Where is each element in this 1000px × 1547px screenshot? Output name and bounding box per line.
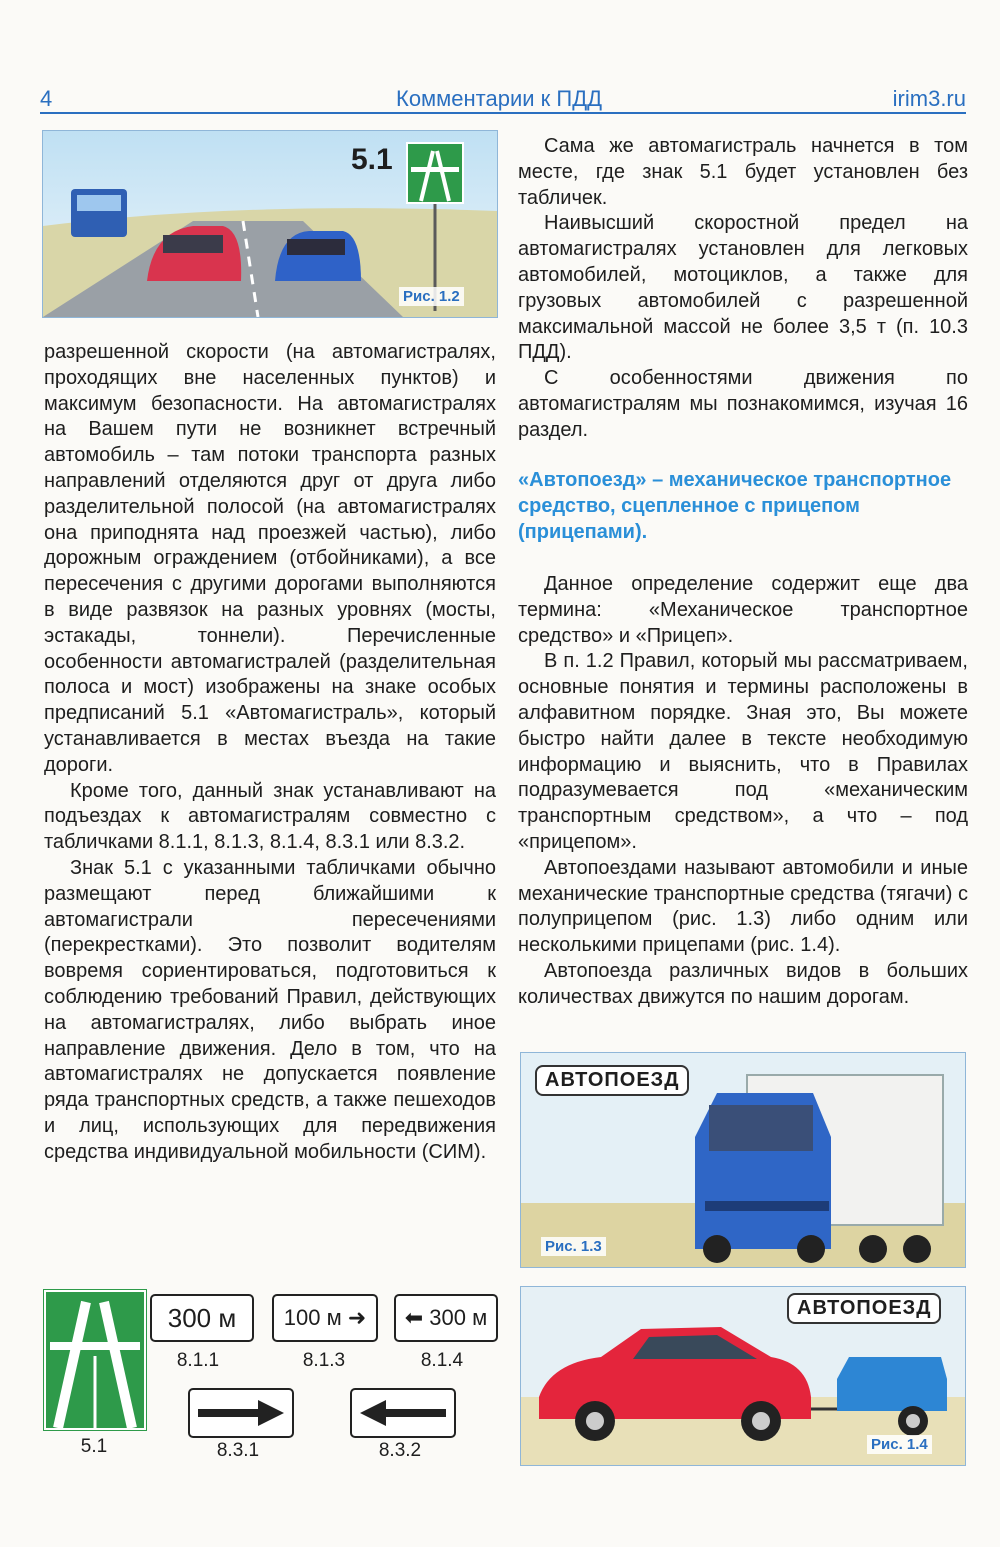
definition-text: «Автопоезд» – механическое транспортное средство, сцепленное с прицепом (прицепами). (518, 469, 952, 543)
sign-label-8-1-4: 8.1.4 (420, 1350, 464, 1371)
sign-label-8-1-1: 8.1.1 (176, 1350, 220, 1371)
site-link[interactable]: irim3.ru (892, 86, 966, 111)
arrow-left-icon (358, 1398, 448, 1428)
figure-caption: Рис. 1.4 (867, 1435, 932, 1454)
plate-8-1-4: ⬅ 300 м (394, 1294, 498, 1342)
paragraph: Данное определение содержит еще два термина: «Механическое транспортное средство» и «Прицеп». (518, 573, 968, 647)
running-title: Комментарии к ПДД (396, 86, 603, 111)
header-rule (40, 112, 966, 114)
right-column-top (518, 134, 968, 444)
left-column (44, 340, 496, 1166)
figure-caption: Рис. 1.3 (541, 1237, 606, 1256)
figure-caption: Рис. 1.2 (399, 287, 464, 306)
figure-1-3 (520, 1052, 966, 1268)
paragraph: Сама же автомагистраль начнется в том месте, где знак 5.1 будет установлен без табличек. (518, 135, 968, 209)
plate-8-3-1 (188, 1388, 294, 1438)
right-column-bottom (518, 572, 968, 1011)
sign-5-1 (44, 1290, 146, 1430)
paragraph: С особенностями движения по автомагистралям мы познакомимся, изучая 16 раздел. (518, 367, 968, 441)
sign-number-label: 5.1 (351, 143, 393, 176)
sign-label-8-3-2: 8.3.2 (378, 1440, 422, 1461)
paragraph: Знак 5.1 с указанными табличками обычно размещают перед ближайшими к автомагистрали пересечениями (перекрестками). Это позволит водителям вовремя сориентироваться, подготовиться к соблюдению требований Правил, действующих на автомагистралях, либо выбрать иное направление движения. Дело в том, что на автомагистралях не допускается появление ряда транспортных средств, а также пешеходов и лиц, использующих для передвижения средства индивидуальной мобильности (СИМ). (44, 856, 496, 1163)
paragraph: разрешенной скорости (на автомагистралях, проходящих вне населенных пунктов) и максимум безопасности. На автомагистралях на Вашем пути не возникнет встречный автомобиль – там потоки транспорта разных направлений отделяются друг от друга либо разделительной полосой (на автомагистралях она приподнята над проезжей частью), либо дорожным ограждением (отбойниками), а все пересечения с другими дорогами выполняются в виде развязок на разных уровнях (мосты, эстакады, тоннели). Перечисленные особенности автомагистралей (разделительная полоса и мост) изображены на знаке особых предписаний 5.1 «Автомагистраль», который устанавливается в местах въезда на такие дороги. (44, 341, 496, 776)
paragraph: Автопоезда различных видов в больших количествах движутся по нашим дорогам. (518, 959, 968, 1008)
road-train-tag: АВТОПОЕЗД (787, 1293, 941, 1324)
page-header (40, 84, 966, 114)
plate-8-3-2 (350, 1388, 456, 1438)
sign-label-8-1-3: 8.1.3 (302, 1350, 346, 1371)
arrow-right-icon (196, 1398, 286, 1428)
paragraph: Кроме того, данный знак устанавливают на подъездах к автомагистралям совместно с табличками 8.1.1, 8.1.3, 8.1.4, 8.3.1 или 8.3.2. (44, 779, 496, 854)
paragraph: Наивысший скоростной предел на автомагистралях установлен для легковых автомобилей, мотоциклов, а также для грузовых автомобилей с разрешенной максимальной массой не более 3,5 т (п. 10.3 ПДД). (518, 212, 968, 364)
sign-label-5-1: 5.1 (80, 1436, 108, 1457)
truck-icon (71, 189, 127, 237)
page-number: 4 (40, 86, 53, 111)
definition-block (518, 468, 968, 545)
figure-1-4 (520, 1286, 966, 1466)
sign-label-8-3-1: 8.3.1 (216, 1440, 260, 1461)
road-train-tag: АВТОПОЕЗД (535, 1065, 689, 1096)
figure-1-2 (42, 130, 498, 318)
paragraph: В п. 1.2 Правил, который мы рассматриваем, основные понятия и термины расположены в алфавитном порядке. Зная это, Вы можете быстро найти далее в тексте необходимую информацию и выяснить, что в Правилах подразумевается под «механическим транспортным средством», а что – под «прицепом». (518, 650, 968, 853)
plate-8-1-1: 300 м (150, 1294, 254, 1342)
plate-8-1-3: 100 м ➜ (272, 1294, 378, 1342)
motorway-sign-icon (46, 1292, 144, 1428)
paragraph: Автопоездами называют автомобили и иные механические транспортные средства (тягачи) с полуприцепом (рис. 1.3) либо одним или несколькими прицепами (рис. 1.4). (518, 856, 968, 957)
motorway-sign-icon (407, 143, 463, 203)
